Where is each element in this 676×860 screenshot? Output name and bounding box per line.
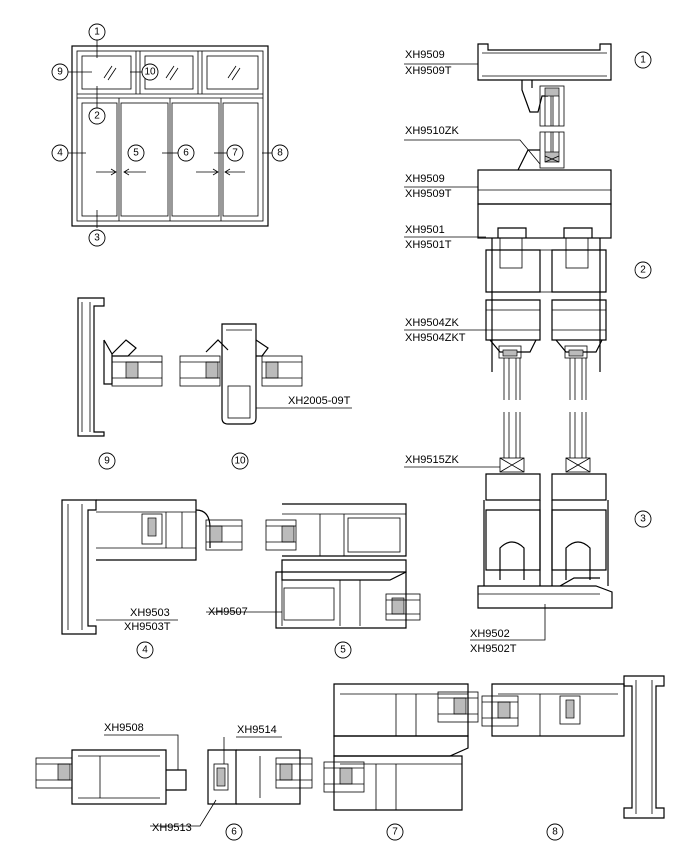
elevation-marker-3 <box>89 230 105 246</box>
detail-caption-6-number: 6 <box>231 826 237 838</box>
label-xh9515zk: XH9515ZK <box>405 454 459 466</box>
label-xh9513: XH9513 <box>152 822 192 834</box>
elevation-marker-6-number: 6 <box>183 147 189 159</box>
label-xh9503t: XH9503T <box>124 621 171 633</box>
section-marker-2-number: 2 <box>640 264 646 276</box>
callout-labels <box>104 49 517 834</box>
detail-caption-10 <box>232 453 248 469</box>
label-xh9509t-b: XH9509T <box>405 188 452 200</box>
detail-caption-8-number: 8 <box>552 826 558 838</box>
elevation-marker-4-number: 4 <box>57 147 63 159</box>
elevation-marker-6 <box>178 145 194 161</box>
elevation-marker-3-number: 3 <box>94 232 100 244</box>
label-xh9509-a: XH9509 <box>405 49 445 61</box>
section-marker-3-number: 3 <box>640 513 646 525</box>
detail-caption-8 <box>547 824 563 840</box>
detail-caption-7-number: 7 <box>392 826 398 838</box>
elevation-marker-1-number: 1 <box>94 26 100 38</box>
section-marker-1 <box>635 52 651 68</box>
label-xh9504zk: XH9504ZK <box>405 317 459 329</box>
detail-caption-4 <box>137 642 153 658</box>
detail-caption-9-number: 9 <box>104 455 110 467</box>
elevation-marker-7-number: 7 <box>232 147 238 159</box>
detail-caption-5-number: 5 <box>340 644 346 656</box>
elevation-marker-2-number: 2 <box>94 110 100 122</box>
elevation-marker-10-number: 10 <box>144 66 156 78</box>
elevation-marker-2 <box>89 108 105 124</box>
detail-9 <box>78 298 162 436</box>
elevation-marker-5-number: 5 <box>133 147 139 159</box>
label-xh9507: XH9507 <box>208 606 248 618</box>
detail-caption-4-number: 4 <box>142 644 148 656</box>
detail-caption-7 <box>387 824 403 840</box>
label-xh9502: XH9502 <box>470 628 510 640</box>
elevation-marker-8 <box>272 145 288 161</box>
label-xh9501t: XH9501T <box>405 239 452 251</box>
elevation-marker-9-number: 9 <box>57 66 63 78</box>
elevation-marker-5 <box>128 145 144 161</box>
window-elevation <box>52 24 288 246</box>
label-xh9503: XH9503 <box>130 607 170 619</box>
section-marker-2 <box>635 262 651 278</box>
elevation-marker-4 <box>52 145 68 161</box>
section-marker-1-number: 1 <box>640 54 646 66</box>
label-xh9502t: XH9502T <box>470 643 517 655</box>
detail-6 <box>36 735 312 826</box>
detail-caption-9 <box>99 453 115 469</box>
detail-caption-10-number: 10 <box>234 455 246 467</box>
elevation-marker-8-number: 8 <box>277 147 283 159</box>
label-xh9501: XH9501 <box>405 224 445 236</box>
label-xh9509t-a: XH9509T <box>405 65 452 77</box>
detail-7 <box>324 684 478 810</box>
detail-10 <box>180 324 352 424</box>
section-marker-3 <box>635 511 651 527</box>
label-xh9514: XH9514 <box>237 724 277 736</box>
detail-caption-5 <box>335 642 351 658</box>
detail-caption-6 <box>226 824 242 840</box>
elevation-marker-9 <box>52 64 68 80</box>
label-xh9509-b: XH9509 <box>405 173 445 185</box>
elevation-marker-7 <box>227 145 243 161</box>
label-xh9504zkt: XH9504ZKT <box>405 332 466 344</box>
elevation-marker-10 <box>142 64 158 80</box>
detail-8 <box>482 676 664 818</box>
label-xh2005: XH2005-09T <box>288 395 351 407</box>
label-xh9510zk: XH9510ZK <box>405 125 459 137</box>
elevation-marker-1 <box>89 24 105 40</box>
label-xh9508: XH9508 <box>104 722 144 734</box>
